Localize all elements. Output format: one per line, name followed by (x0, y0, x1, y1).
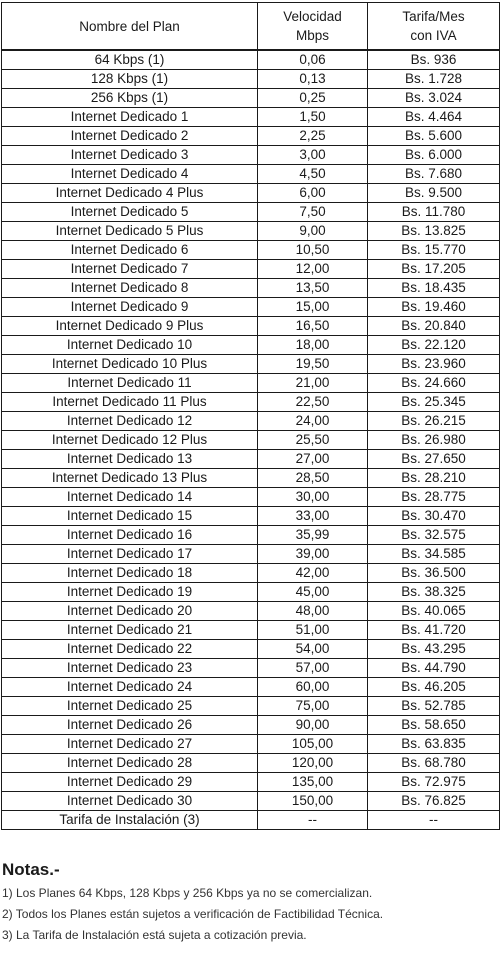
table-body (2, 50, 500, 830)
plan-name-cell: Internet Dedicado 15 (2, 507, 258, 526)
header-speed-line1: Velocidad (283, 9, 342, 24)
speed-cell: 19,50 (258, 355, 368, 374)
speed-cell: 16,50 (258, 317, 368, 336)
price-cell: Bs. 52.785 (368, 697, 500, 716)
table-row (2, 165, 500, 184)
table-row (2, 697, 500, 716)
plan-name-cell: Internet Dedicado 22 (2, 640, 258, 659)
table-row (2, 564, 500, 583)
price-cell: Bs. 38.325 (368, 583, 500, 602)
table-row (2, 127, 500, 146)
price-cell: Bs. 17.205 (368, 260, 500, 279)
speed-cell: 33,00 (258, 507, 368, 526)
plan-name-cell: Internet Dedicado 12 (2, 412, 258, 431)
price-cell: Bs. 41.720 (368, 621, 500, 640)
speed-cell: 13,50 (258, 279, 368, 298)
header-price-line2: con IVA (410, 28, 457, 43)
plan-name-cell: Internet Dedicado 1 (2, 108, 258, 127)
price-cell: Bs. 44.790 (368, 659, 500, 678)
notes-title: Notas.- (2, 860, 60, 879)
price-cell: Bs. 68.780 (368, 754, 500, 773)
table-row (2, 146, 500, 165)
speed-cell: 27,00 (258, 450, 368, 469)
plan-name-cell: Internet Dedicado 8 (2, 279, 258, 298)
speed-cell: 24,00 (258, 412, 368, 431)
speed-cell: 10,50 (258, 241, 368, 260)
plan-name-cell: Internet Dedicado 9 (2, 298, 258, 317)
speed-cell: 21,00 (258, 374, 368, 393)
plan-name-cell: Internet Dedicado 4 Plus (2, 184, 258, 203)
plan-name-cell: Internet Dedicado 7 (2, 260, 258, 279)
plan-name-cell: Tarifa de Instalación (3) (2, 811, 258, 830)
table-row (2, 545, 500, 564)
plan-name-cell: Internet Dedicado 14 (2, 488, 258, 507)
table-row (2, 754, 500, 773)
plan-name-cell: Internet Dedicado 17 (2, 545, 258, 564)
speed-cell: 57,00 (258, 659, 368, 678)
table-row (2, 317, 500, 336)
price-cell: Bs. 9.500 (368, 184, 500, 203)
speed-cell: 120,00 (258, 754, 368, 773)
table-row (2, 70, 500, 89)
price-cell: Bs. 43.295 (368, 640, 500, 659)
plan-name-cell: Internet Dedicado 16 (2, 526, 258, 545)
header-speed-line2: Mbps (295, 28, 329, 43)
speed-cell: 22,50 (258, 393, 368, 412)
speed-cell: 105,00 (258, 735, 368, 754)
table-row (2, 735, 500, 754)
plan-name-cell: Internet Dedicado 5 Plus (2, 222, 258, 241)
price-cell: Bs. 27.650 (368, 450, 500, 469)
table-row (2, 431, 500, 450)
price-cell: Bs. 4.464 (368, 108, 500, 127)
header-plan-label: Nombre del Plan (79, 18, 180, 34)
table-row (2, 488, 500, 507)
price-cell: Bs. 58.650 (368, 716, 500, 735)
plan-name-cell: Internet Dedicado 9 Plus (2, 317, 258, 336)
plan-name-cell: Internet Dedicado 13 (2, 450, 258, 469)
speed-cell: 3,00 (258, 146, 368, 165)
plan-name-cell: Internet Dedicado 28 (2, 754, 258, 773)
speed-cell: 6,00 (258, 184, 368, 203)
table-row (2, 678, 500, 697)
plan-name-cell: Internet Dedicado 20 (2, 602, 258, 621)
table-row (2, 526, 500, 545)
price-cell: Bs. 36.500 (368, 564, 500, 583)
price-cell: Bs. 23.960 (368, 355, 500, 374)
plan-name-cell: Internet Dedicado 25 (2, 697, 258, 716)
plan-name-cell: 128 Kbps (1) (2, 70, 258, 89)
plan-name-cell: Internet Dedicado 11 Plus (2, 393, 258, 412)
speed-cell: 75,00 (258, 697, 368, 716)
table-row (2, 89, 500, 108)
price-cell: Bs. 19.460 (368, 298, 500, 317)
speed-cell: 54,00 (258, 640, 368, 659)
header-plan-name (2, 3, 258, 51)
speed-cell: 25,50 (258, 431, 368, 450)
header-speed (258, 3, 368, 51)
price-cell: Bs. 22.120 (368, 336, 500, 355)
speed-cell: 4,50 (258, 165, 368, 184)
speed-cell: 51,00 (258, 621, 368, 640)
speed-cell: 0,06 (258, 50, 368, 70)
table-row (2, 412, 500, 431)
note-1: 1) Los Planes 64 Kbps, 128 Kbps y 256 Kbps ya no se comercializan. (2, 886, 373, 900)
table-row (2, 469, 500, 488)
price-cell: Bs. 15.770 (368, 241, 500, 260)
price-cell: Bs. 3.024 (368, 89, 500, 108)
price-cell: Bs. 13.825 (368, 222, 500, 241)
price-cell: Bs. 6.000 (368, 146, 500, 165)
plan-name-cell: Internet Dedicado 27 (2, 735, 258, 754)
table-row (2, 241, 500, 260)
price-cell: Bs. 936 (368, 50, 500, 70)
plan-name-cell: Internet Dedicado 10 Plus (2, 355, 258, 374)
plan-name-cell: Internet Dedicado 5 (2, 203, 258, 222)
table-row (2, 184, 500, 203)
plan-name-cell: Internet Dedicado 24 (2, 678, 258, 697)
price-cell: Bs. 26.980 (368, 431, 500, 450)
price-cell: Bs. 18.435 (368, 279, 500, 298)
table-row (2, 298, 500, 317)
table-row (2, 659, 500, 678)
table-row (2, 355, 500, 374)
table-row (2, 279, 500, 298)
table-row (2, 393, 500, 412)
price-cell: Bs. 25.345 (368, 393, 500, 412)
plan-name-cell: Internet Dedicado 6 (2, 241, 258, 260)
speed-cell: 18,00 (258, 336, 368, 355)
table-row (2, 640, 500, 659)
price-cell: Bs. 24.660 (368, 374, 500, 393)
speed-cell: 42,00 (258, 564, 368, 583)
speed-cell: 28,50 (258, 469, 368, 488)
price-cell: Bs. 1.728 (368, 70, 500, 89)
price-cell: Bs. 63.835 (368, 735, 500, 754)
table-row (2, 336, 500, 355)
notes-section (2, 860, 498, 949)
plan-name-cell: Internet Dedicado 23 (2, 659, 258, 678)
price-cell: Bs. 11.780 (368, 203, 500, 222)
price-cell: Bs. 28.775 (368, 488, 500, 507)
price-cell: Bs. 20.840 (368, 317, 500, 336)
table-row (2, 260, 500, 279)
table-row (2, 716, 500, 735)
header-row (2, 3, 500, 51)
table-row (2, 792, 500, 811)
price-cell: Bs. 34.585 (368, 545, 500, 564)
plan-name-cell: Internet Dedicado 26 (2, 716, 258, 735)
speed-cell: 15,00 (258, 298, 368, 317)
table-row (2, 203, 500, 222)
plan-name-cell: Internet Dedicado 10 (2, 336, 258, 355)
speed-cell: 9,00 (258, 222, 368, 241)
speed-cell: 48,00 (258, 602, 368, 621)
speed-cell: 12,00 (258, 260, 368, 279)
table-row (2, 602, 500, 621)
plan-name-cell: 256 Kbps (1) (2, 89, 258, 108)
speed-cell: -- (258, 811, 368, 830)
price-cell: Bs. 32.575 (368, 526, 500, 545)
speed-cell: 135,00 (258, 773, 368, 792)
plan-name-cell: Internet Dedicado 19 (2, 583, 258, 602)
speed-cell: 45,00 (258, 583, 368, 602)
speed-cell: 0,25 (258, 89, 368, 108)
table-row (2, 507, 500, 526)
price-cell: Bs. 72.975 (368, 773, 500, 792)
speed-cell: 7,50 (258, 203, 368, 222)
price-cell: Bs. 30.470 (368, 507, 500, 526)
plan-name-cell: Internet Dedicado 29 (2, 773, 258, 792)
table-row (2, 583, 500, 602)
speed-cell: 0,13 (258, 70, 368, 89)
plan-name-cell: Internet Dedicado 13 Plus (2, 469, 258, 488)
table-row (2, 450, 500, 469)
speed-cell: 90,00 (258, 716, 368, 735)
plan-name-cell: 64 Kbps (1) (2, 50, 258, 70)
table-row (2, 773, 500, 792)
plans-table (1, 2, 500, 830)
table-row (2, 374, 500, 393)
table-row (2, 621, 500, 640)
plan-name-cell: Internet Dedicado 12 Plus (2, 431, 258, 450)
price-cell: Bs. 7.680 (368, 165, 500, 184)
plan-name-cell: Internet Dedicado 21 (2, 621, 258, 640)
plan-name-cell: Internet Dedicado 18 (2, 564, 258, 583)
price-cell: Bs. 46.205 (368, 678, 500, 697)
price-cell: Bs. 5.600 (368, 127, 500, 146)
speed-cell: 35,99 (258, 526, 368, 545)
plan-name-cell: Internet Dedicado 30 (2, 792, 258, 811)
speed-cell: 150,00 (258, 792, 368, 811)
header-price (368, 3, 500, 51)
note-3: 3) La Tarifa de Instalación está sujeta a cotización previa. (2, 928, 307, 942)
header-price-line1: Tarifa/Mes (402, 9, 465, 24)
price-cell: Bs. 76.825 (368, 792, 500, 811)
price-cell: Bs. 40.065 (368, 602, 500, 621)
speed-cell: 39,00 (258, 545, 368, 564)
speed-cell: 60,00 (258, 678, 368, 697)
speed-cell: 30,00 (258, 488, 368, 507)
price-cell: Bs. 28.210 (368, 469, 500, 488)
table-row (2, 222, 500, 241)
table-row (2, 811, 500, 830)
table-header (2, 3, 500, 51)
speed-cell: 1,50 (258, 108, 368, 127)
plan-name-cell: Internet Dedicado 11 (2, 374, 258, 393)
plan-name-cell: Internet Dedicado 3 (2, 146, 258, 165)
note-2: 2) Todos los Planes están sujetos a verificación de Factibilidad Técnica. (2, 907, 384, 921)
plan-name-cell: Internet Dedicado 4 (2, 165, 258, 184)
speed-cell: 2,25 (258, 127, 368, 146)
price-cell: -- (368, 811, 500, 830)
table-row (2, 108, 500, 127)
plan-name-cell: Internet Dedicado 2 (2, 127, 258, 146)
price-cell: Bs. 26.215 (368, 412, 500, 431)
table-row (2, 50, 500, 70)
